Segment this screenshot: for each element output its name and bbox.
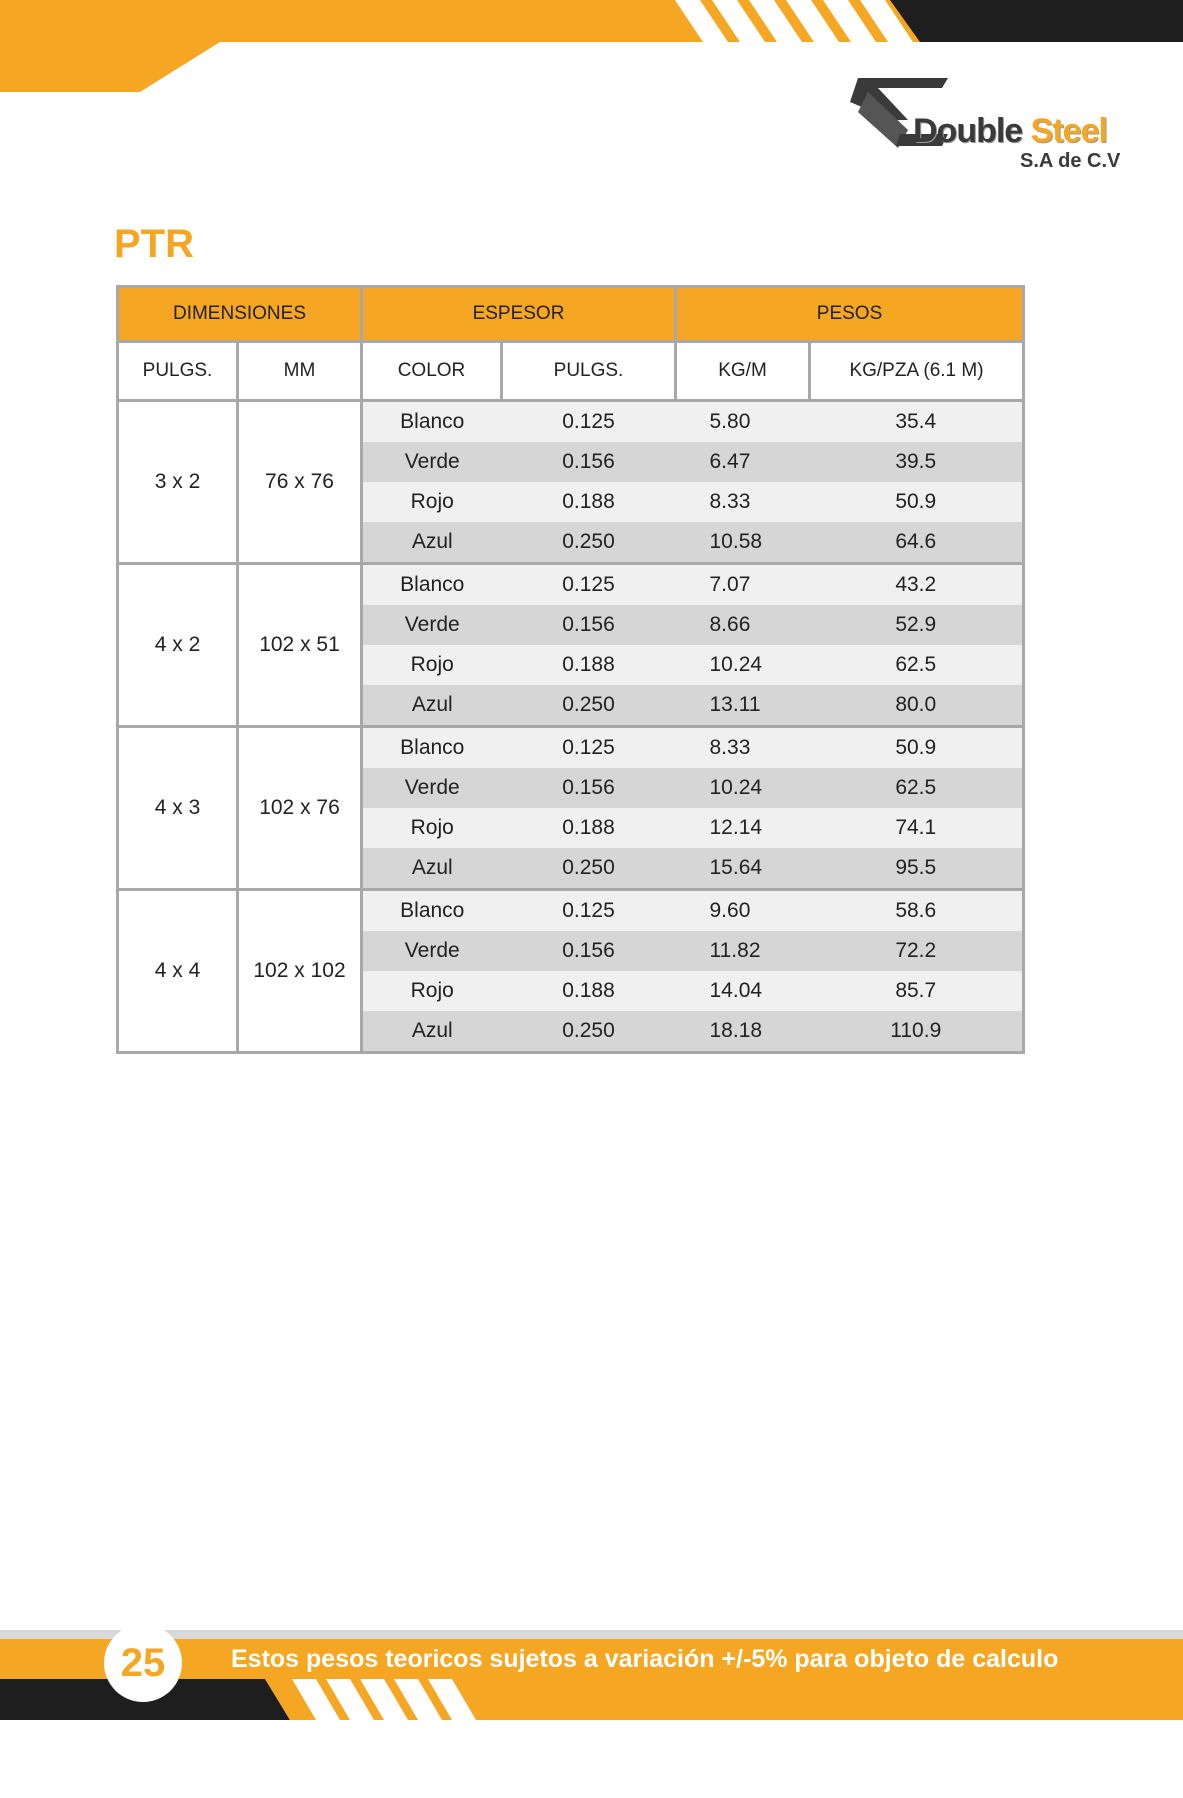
cell-kg-m: 14.04 bbox=[676, 971, 810, 1011]
cell-kg-m: 9.60 bbox=[676, 890, 810, 932]
cell-color: Azul bbox=[362, 1011, 502, 1053]
cell-color: Verde bbox=[362, 442, 502, 482]
cell-kg-m: 12.14 bbox=[676, 808, 810, 848]
col-kg-m: KG/M bbox=[676, 342, 810, 401]
cell-color: Verde bbox=[362, 605, 502, 645]
col-mm: MM bbox=[238, 342, 362, 401]
header-dimensiones: DIMENSIONES bbox=[118, 287, 362, 342]
cell-mm: 102 x 102 bbox=[238, 890, 362, 1053]
cell-color: Rojo bbox=[362, 482, 502, 522]
cell-kg-m: 11.82 bbox=[676, 931, 810, 971]
cell-color: Verde bbox=[362, 931, 502, 971]
cell-kg-pza: 62.5 bbox=[810, 768, 1024, 808]
cell-color: Blanco bbox=[362, 564, 502, 606]
cell-espesor: 0.250 bbox=[502, 1011, 676, 1053]
cell-color: Azul bbox=[362, 685, 502, 727]
cell-color: Blanco bbox=[362, 890, 502, 932]
col-color: COLOR bbox=[362, 342, 502, 401]
cell-color: Blanco bbox=[362, 401, 502, 443]
cell-pulgs: 4 x 4 bbox=[118, 890, 238, 1053]
cell-espesor: 0.250 bbox=[502, 522, 676, 564]
cell-espesor: 0.250 bbox=[502, 848, 676, 890]
cell-color: Rojo bbox=[362, 645, 502, 685]
brand-suffix: S.A de C.V bbox=[1020, 150, 1121, 172]
cell-kg-pza: 52.9 bbox=[810, 605, 1024, 645]
cell-mm: 102 x 51 bbox=[238, 564, 362, 727]
cell-pulgs: 4 x 3 bbox=[118, 727, 238, 890]
cell-espesor: 0.156 bbox=[502, 931, 676, 971]
table-row bbox=[118, 564, 1024, 606]
cell-kg-pza: 85.7 bbox=[810, 971, 1024, 1011]
cell-espesor: 0.188 bbox=[502, 482, 676, 522]
cell-pulgs: 3 x 2 bbox=[118, 401, 238, 564]
cell-kg-m: 6.47 bbox=[676, 442, 810, 482]
cell-espesor: 0.125 bbox=[502, 727, 676, 769]
header-espesor: ESPESOR bbox=[362, 287, 676, 342]
cell-kg-pza: 95.5 bbox=[810, 848, 1024, 890]
cell-kg-m: 7.07 bbox=[676, 564, 810, 606]
cell-kg-m: 8.33 bbox=[676, 727, 810, 769]
brand-name: Double Steel bbox=[913, 112, 1107, 150]
col-pulgs: PULGS. bbox=[118, 342, 238, 401]
cell-color: Azul bbox=[362, 522, 502, 564]
cell-color: Blanco bbox=[362, 727, 502, 769]
table-body bbox=[118, 401, 1024, 1053]
weights-table bbox=[116, 285, 1022, 1054]
cell-kg-m: 15.64 bbox=[676, 848, 810, 890]
table-row bbox=[118, 401, 1024, 443]
cell-kg-m: 5.80 bbox=[676, 401, 810, 443]
brand-logo bbox=[838, 72, 1128, 182]
table-row bbox=[118, 890, 1024, 932]
cell-kg-pza: 39.5 bbox=[810, 442, 1024, 482]
cell-espesor: 0.188 bbox=[502, 808, 676, 848]
cell-kg-pza: 50.9 bbox=[810, 727, 1024, 769]
cell-kg-m: 8.66 bbox=[676, 605, 810, 645]
cell-color: Rojo bbox=[362, 971, 502, 1011]
header-pesos: PESOS bbox=[676, 287, 1024, 342]
cell-kg-pza: 74.1 bbox=[810, 808, 1024, 848]
cell-kg-pza: 62.5 bbox=[810, 645, 1024, 685]
cell-kg-pza: 58.6 bbox=[810, 890, 1024, 932]
cell-espesor: 0.125 bbox=[502, 564, 676, 606]
cell-espesor: 0.188 bbox=[502, 645, 676, 685]
cell-kg-pza: 80.0 bbox=[810, 685, 1024, 727]
table-row bbox=[118, 727, 1024, 769]
cell-kg-m: 13.11 bbox=[676, 685, 810, 727]
cell-espesor: 0.125 bbox=[502, 890, 676, 932]
cell-kg-m: 10.58 bbox=[676, 522, 810, 564]
cell-color: Rojo bbox=[362, 808, 502, 848]
cell-pulgs: 4 x 2 bbox=[118, 564, 238, 727]
cell-espesor: 0.188 bbox=[502, 971, 676, 1011]
cell-kg-m: 8.33 bbox=[676, 482, 810, 522]
cell-espesor: 0.156 bbox=[502, 768, 676, 808]
cell-espesor: 0.125 bbox=[502, 401, 676, 443]
cell-kg-pza: 43.2 bbox=[810, 564, 1024, 606]
cell-mm: 102 x 76 bbox=[238, 727, 362, 890]
cell-kg-m: 18.18 bbox=[676, 1011, 810, 1053]
cell-espesor: 0.156 bbox=[502, 605, 676, 645]
cell-kg-pza: 72.2 bbox=[810, 931, 1024, 971]
cell-kg-pza: 50.9 bbox=[810, 482, 1024, 522]
col-espesor-pulgs: PULGS. bbox=[502, 342, 676, 401]
cell-color: Azul bbox=[362, 848, 502, 890]
cell-kg-pza: 64.6 bbox=[810, 522, 1024, 564]
col-kg-pza: KG/PZA (6.1 M) bbox=[810, 342, 1024, 401]
page-number: 25 bbox=[104, 1624, 182, 1702]
cell-kg-m: 10.24 bbox=[676, 645, 810, 685]
cell-kg-pza: 35.4 bbox=[810, 401, 1024, 443]
cell-espesor: 0.156 bbox=[502, 442, 676, 482]
footnote: Estos pesos teoricos sujetos a variación +/-5% para objeto de calculo bbox=[231, 1645, 1059, 1673]
page-title: PTR bbox=[114, 222, 194, 266]
cell-espesor: 0.250 bbox=[502, 685, 676, 727]
cell-kg-m: 10.24 bbox=[676, 768, 810, 808]
cell-kg-pza: 110.9 bbox=[810, 1011, 1024, 1053]
cell-color: Verde bbox=[362, 768, 502, 808]
cell-mm: 76 x 76 bbox=[238, 401, 362, 564]
